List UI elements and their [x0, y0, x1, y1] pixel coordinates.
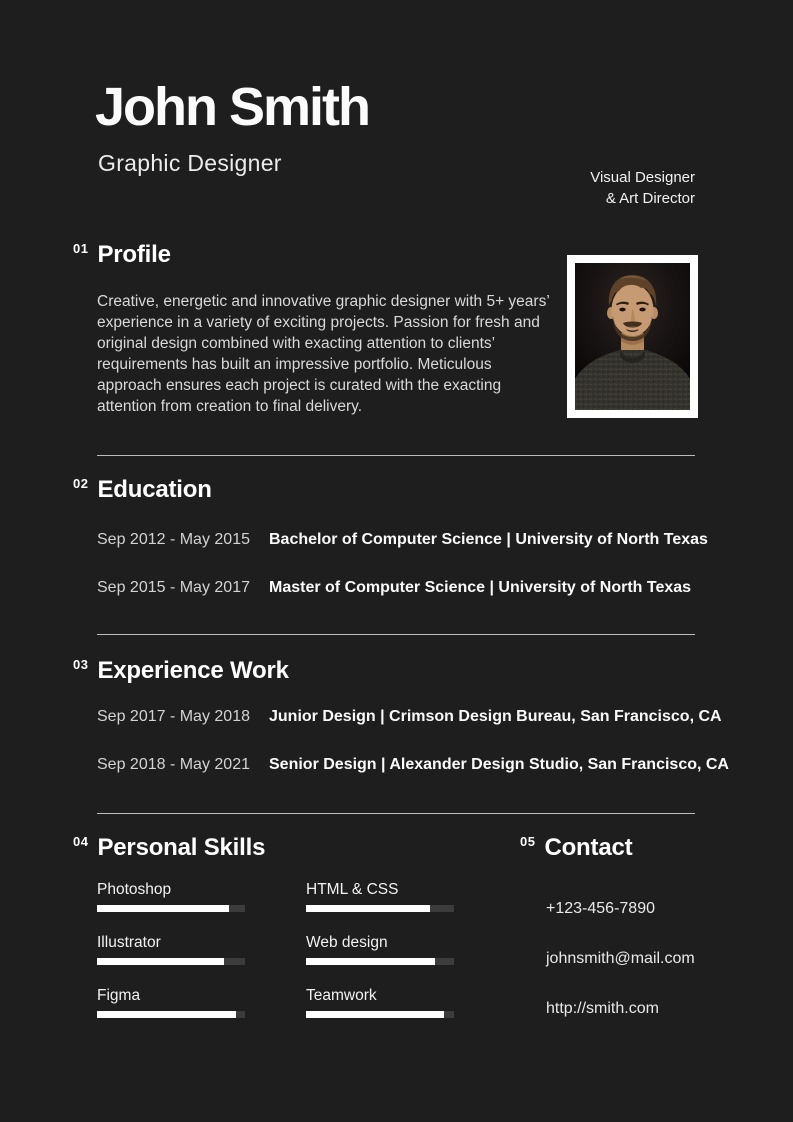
profile-summary-text: Creative, energetic and innovative graphic designer with 5+ years’ experience in a variety of exciting projects. Passion for fresh and original design combined with exacting attention to clients’ requirements has built an impressive portfolio. Meticulous approach ensures each project is curated with the exacting attention from creation to final delivery.: [97, 293, 550, 415]
education-description: Master of Computer Science | University of North Texas: [269, 579, 692, 596]
skill-progress-fill: [306, 958, 435, 965]
person-role: Graphic Designer: [98, 150, 282, 176]
skill-progress-fill: [306, 905, 430, 912]
skill-progress-bar: [97, 1011, 245, 1018]
section-title-skills: Personal Skills: [97, 834, 266, 861]
skill-label: Web design: [306, 934, 388, 951]
section-heading-experience: [73, 659, 289, 683]
section-title-profile: Profile: [97, 241, 171, 268]
skill-progress-fill: [306, 1011, 444, 1018]
skill-progress-bar: [306, 958, 454, 965]
education-description: Bachelor of Computer Science | University of North Texas: [269, 531, 708, 548]
section-heading-profile: [73, 243, 171, 267]
skills-grid: [97, 881, 457, 1018]
skill-progress-fill: [97, 958, 224, 965]
education-dates: Sep 2015 - May 2017: [97, 579, 250, 596]
skill-progress-fill: [97, 1011, 236, 1018]
education-row: [97, 530, 708, 549]
contact-email: johnsmith@mail.com: [546, 950, 695, 967]
skill-label: HTML & CSS: [306, 881, 399, 898]
skill-item: [97, 934, 245, 965]
skill-progress-bar: [306, 1011, 454, 1018]
skill-progress-bar: [306, 905, 454, 912]
skill-item: [306, 881, 454, 912]
section-title-contact: Contact: [544, 834, 633, 861]
portrait-photo: [567, 255, 698, 418]
section-number-contact: 05: [520, 834, 536, 849]
section-heading-contact: [520, 836, 632, 860]
contact-website: http://smith.com: [546, 1000, 659, 1017]
divider: [97, 634, 695, 635]
person-name: John Smith: [95, 77, 369, 137]
tagline: [590, 167, 695, 209]
skill-item: [97, 881, 245, 912]
section-heading-education: [73, 478, 212, 502]
skill-progress-bar: [97, 905, 245, 912]
skill-label: Figma: [97, 987, 141, 1004]
experience-description: Junior Design | Crimson Design Bureau, San Francisco, CA: [269, 708, 722, 725]
section-heading-skills: [73, 836, 265, 860]
experience-row: [97, 707, 722, 726]
skill-label: Teamwork: [306, 987, 377, 1004]
experience-dates: Sep 2017 - May 2018: [97, 708, 250, 725]
section-title-experience: Experience Work: [97, 657, 289, 684]
skill-item: [97, 987, 245, 1018]
skill-label: Photoshop: [97, 881, 172, 898]
section-number-skills: 04: [73, 834, 89, 849]
tagline-line-2: & Art Director: [605, 190, 695, 207]
skill-item: [306, 987, 454, 1018]
tagline-line-1: Visual Designer: [590, 169, 695, 186]
section-number-education: 02: [73, 476, 89, 491]
contact-list: [546, 900, 695, 1050]
portrait-photo-illustration: [575, 263, 690, 410]
skill-item: [306, 934, 454, 965]
contact-phone: +123-456-7890: [546, 900, 655, 917]
experience-row: [97, 755, 729, 774]
divider: [97, 455, 695, 456]
education-row: [97, 578, 691, 597]
skill-progress-fill: [97, 905, 229, 912]
divider: [97, 813, 695, 814]
experience-description: Senior Design | Alexander Design Studio, San Francisco, CA: [269, 756, 729, 773]
skill-label: Illustrator: [97, 934, 161, 951]
section-number-profile: 01: [73, 241, 89, 256]
education-dates: Sep 2012 - May 2015: [97, 531, 250, 548]
section-title-education: Education: [97, 476, 212, 503]
experience-dates: Sep 2018 - May 2021: [97, 756, 250, 773]
skill-progress-bar: [97, 958, 245, 965]
section-number-experience: 03: [73, 657, 89, 672]
